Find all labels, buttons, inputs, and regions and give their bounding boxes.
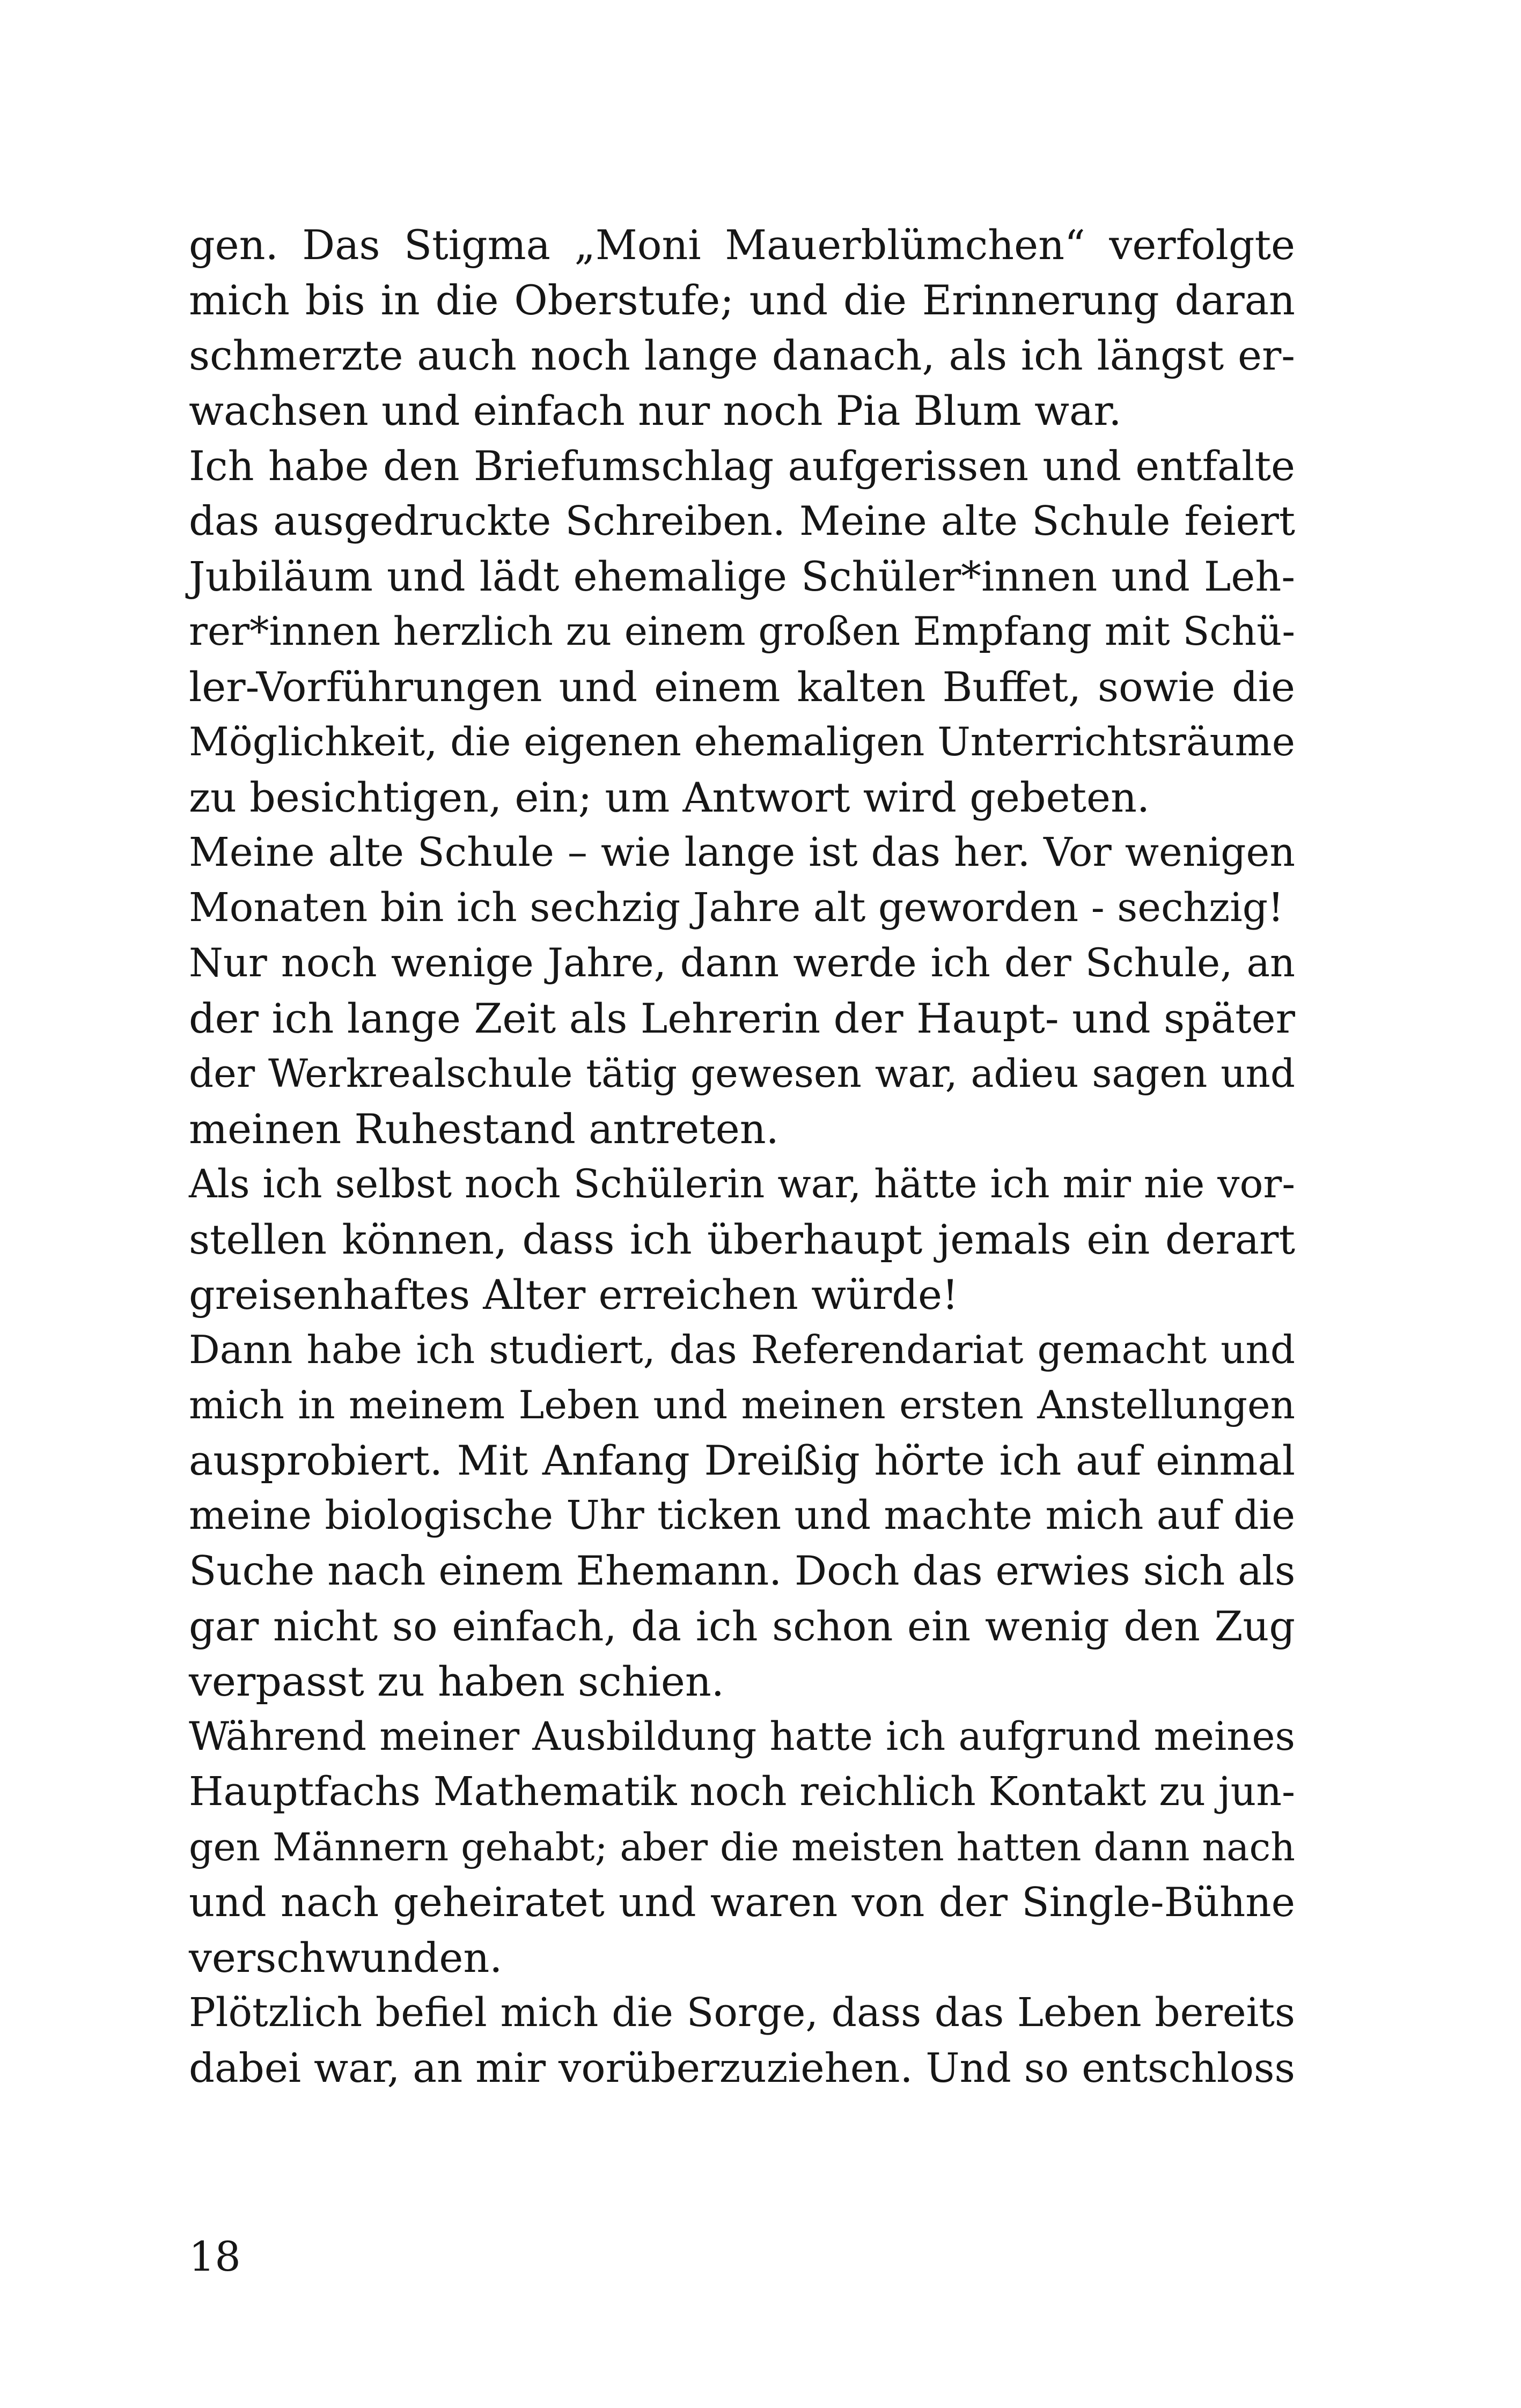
text-line: verpasst zu haben schien. [189, 1658, 724, 1705]
text-line: mich bis in die Oberstufe; und die Erinnerung daran [189, 276, 1295, 324]
text-line: der Werkrealschule tätig gewesen war, adieu sagen und [189, 1051, 1295, 1096]
text-line: Jubiläum und lädt ehemalige Schüler*innen und Leh- [189, 553, 1295, 600]
text-line: schmerzte auch noch lange danach, als ich längst er- [189, 332, 1295, 379]
text-line: der ich lange Zeit als Lehrerin der Haupt- und später [189, 995, 1295, 1042]
text-line: Plötzlich befiel mich die Sorge, dass das Leben bereits [189, 1990, 1295, 2036]
text-line: gen Männern gehabt; aber die meisten hatten dann nach [189, 1825, 1295, 1869]
text-line: meinen Ruhestand antreten. [189, 1105, 779, 1153]
text-line: wachsen und einfach nur noch Pia Blum war. [189, 387, 1122, 435]
text-line: Ich habe den Briefumschlag aufgerissen und entfalte [189, 442, 1295, 490]
text-line: das ausgedruckte Schreiben. Meine alte Schule feiert [189, 497, 1295, 544]
text-line: dabei war, an mir vorüberzuziehen. Und so entschloss [189, 2044, 1295, 2092]
text-line: Monaten bin ich sechzig Jahre alt geworden - sechzig! [189, 885, 1284, 931]
text-line: ler-Vorführungen und einem kalten Buffet, sowie die [189, 663, 1295, 711]
text-line: Möglichkeit, die eigenen ehemaligen Unterrichtsräume [189, 719, 1295, 765]
text-line: Hauptfachs Mathematik noch reichlich Kontakt zu jun- [189, 1769, 1295, 1815]
text-line: greisenhaftes Alter erreichen würde! [189, 1271, 959, 1319]
text-line: stellen können, dass ich überhaupt jemals ein derart [189, 1216, 1295, 1263]
text-line: Suche nach einem Ehemann. Doch das erwies sich als [189, 1547, 1296, 1594]
text-line: Während meiner Ausbildung hatte ich aufgrund meines [189, 1714, 1295, 1759]
text-line: gar nicht so einfach, da ich schon ein wenig den Zug [189, 1602, 1295, 1650]
text-line: rer*innen herzlich zu einem großen Empfang mit Schü- [189, 609, 1295, 654]
text-line: verschwunden. [189, 1934, 503, 1982]
body-text [189, 217, 1295, 2096]
text-line: Als ich selbst noch Schülerin war, hätte ich mir nie vor- [189, 1161, 1295, 1207]
text-line: zu besichtigen, ein; um Antwort wird gebeten. [189, 774, 1150, 821]
page-number: 18 [189, 2233, 241, 2280]
text-line: meine biologische Uhr ticken und machte mich auf die [189, 1492, 1295, 1538]
text-line: gen. Das Stigma „Moni Mauerblümchen“ verfolgte [189, 221, 1295, 269]
text-line: mich in meinem Leben und meinen ersten Anstellungen [189, 1382, 1295, 1427]
text-line: und nach geheiratet und waren von der Single-Bühne [189, 1879, 1295, 1926]
text-line: Nur noch wenige Jahre, dann werde ich der Schule, an [189, 940, 1295, 986]
text-line: Dann habe ich studiert, das Referendariat gemacht und [189, 1327, 1295, 1372]
text-line: Meine alte Schule – wie lange ist das her. Vor wenigen [189, 829, 1295, 875]
text-line: ausprobiert. Mit Anfang Dreißig hörte ich auf einmal [189, 1437, 1295, 1484]
